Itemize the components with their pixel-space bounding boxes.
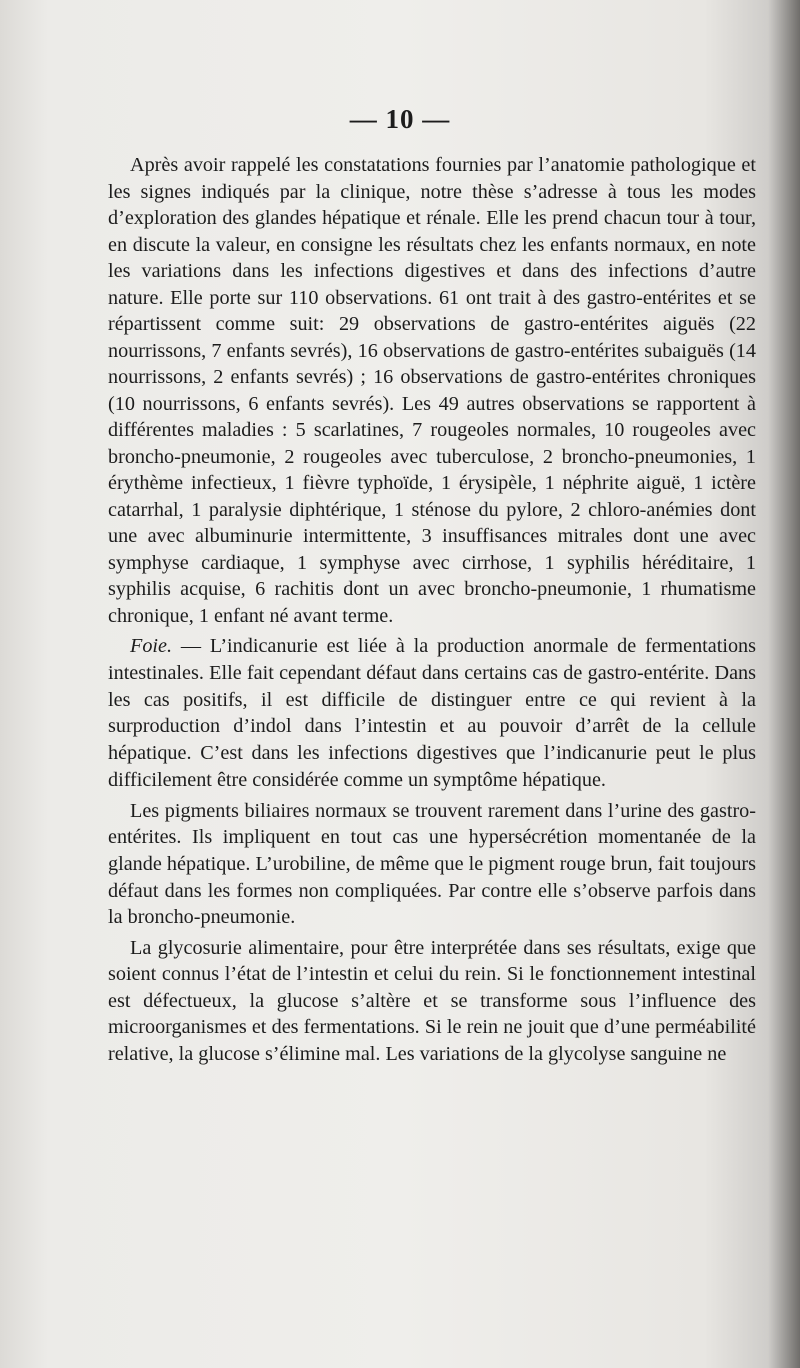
paragraph-pigments: Les pigments biliaires normaux se trouvent rarement dans l’urine des gastro-entérites. Ils impliquent en tout cas une hypersécrétion momentanée de la glande hépatique. L’urobiline, de même que le pigment rouge brun, fait toujours défaut dans les formes non compliquées. Par contre elle s’observe parfois dans la broncho-pneumonie. (108, 799, 756, 929)
paragraph-glycosurie: La glycosurie alimentaire, pour être interprétée dans ses résultats, exige que soient connus l’état de l’intestin et celui du rein. Si le fonctionnement intestinal est défectueux, la glucose s’altère et se transforme sous l’influence des microorganismes et des fermentations. Si le rein ne jouit que d’une perméabilité relative, la glucose s’élimine mal. Les variations de la glycolyse sanguine ne (108, 936, 756, 1065)
section-title-foie: Foie. (130, 635, 173, 657)
paragraph-foie-text: — L’indicanurie est liée à la production anormale de fermentations intestinales. Elle fait cependant défaut dans certains cas de gastro-entérite. Dans les cas positifs, il est difficile de distinguer entre ce qui revient à la surproduction d’indol dans l’intestin et au pouvoir d’arrêt de la cellule hépatique. C’est dans les infections digestives que l’indicanurie peut le plus difficilement être considérée comme un symptôme hépatique. (108, 635, 756, 791)
page-number: — 10 — (349, 104, 451, 134)
paragraph-foie (108, 633, 756, 794)
paragraph-summary: Après avoir rappelé les constatations fournies par l’anatomie pathologique et les signes indiqués par la clinique, notre thèse s’adresse à tous les modes d’exploration des glandes hépatique et rénale. Elle les prend chacun tour à tour, en discute la valeur, en consigne les résultats chez les enfants normaux, en note les variations dans les infections digestives et dans des infections d’autre nature. Elle porte sur 110 observations. 61 ont trait à des gastro-entérites et se répartissent comme suit: 29 observations de gastro-entérites aiguës (22 nourrissons, 7 enfants sevrés), 16 observations de gastro-entérites subaiguës (14 nourrissons, 2 enfants sevrés) ; 16 observations de gastro-entérites chroniques (10 nourrissons, 6 enfants sevrés). Les 49 autres observations se rapportent à différentes maladies : 5 scarlatines, 7 rougeoles normales, 10 rougeoles avec broncho-pneumonie, 2 rougeoles avec tuberculose, 2 broncho-pneumonies, 1 érythème infectieux, 1 fièvre typhoïde, 1 érysipèle, 1 néphrite aiguë, 1 ictère catarrhal, 1 paralysie diphtérique, 1 sténose du pylore, 2 chloro-anémies dont une avec albuminurie intermittente, 3 insuffisances mitrales dont une avec symphyse cardiaque, 1 symphyse avec cirrhose, 1 syphilis héréditaire, 1 syphilis acquise, 6 rachitis dont un avec broncho-pneumonie, 1 rhumatisme chronique, 1 enfant né avant terme. (108, 154, 756, 627)
body-text (108, 152, 756, 1067)
